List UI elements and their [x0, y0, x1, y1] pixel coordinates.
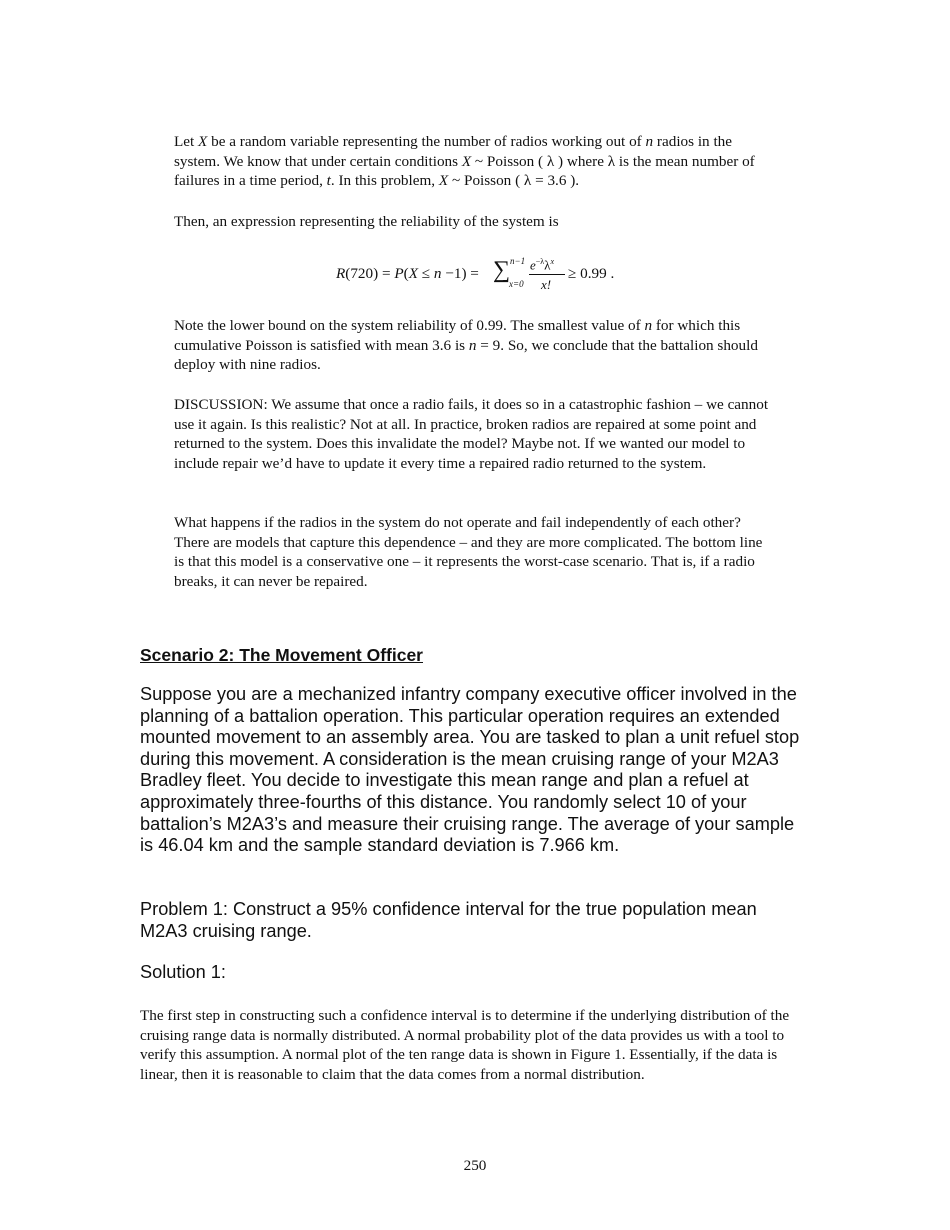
paragraph-independence: What happens if the radios in the system do not operate and fail independently of each other? There are models that capture this dependence – and they are more complicated. The bottom line is that this model is a conservative one – it represents the worst-case scenario. That is, if a radio breaks, it can never be repaired.: [174, 514, 763, 590]
paragraph-poisson-definition: Let X be a random variable representing the number of radios working out of n radios in the system. We know that under certain conditions X ~ Poisson ( λ ) where λ is the mean number of failures in a time period, t. In this problem, X ~ Poisson ( λ = 3.6 ).: [174, 133, 755, 190]
paragraph-solution: The first step in constructing such a confidence interval is to determine if the underlying distribution of the cruising range data is normally distributed. A normal probability plot of the data provides us with a tool to verify this assumption. A normal plot of the ten range data is shown in Figure 1. Essentially, if the data is linear, then it is reasonable to claim that the data comes from a normal distribution.: [140, 1007, 790, 1083]
reliability-equation: R(720) = P(X ≤ n −1) = ∑ n−1 x=0 $e^{-\lambda}\lambda^x$ x! ≥ 0.99 .: [336, 256, 615, 292]
page-number: 250: [463, 1157, 487, 1174]
paragraph-discussion: DISCUSSION: We assume that once a radio fails, it does so in a catastrophic fashion – we cannot use it again. Is this realistic? Not at all. In practice, broken radios are repaired at some point and returned to the system. Does this invalidate the model? Maybe not. If we wanted our model to include repair we’d have to update it every time a repaired radio returned to the system.: [174, 396, 769, 472]
fraction-bar: [529, 274, 565, 275]
summation-sign: ∑: [493, 257, 511, 283]
paragraph-reliability-intro: Then, an expression representing the reliability of the system is: [174, 213, 559, 230]
paragraph-problem: Problem 1: Construct a 95% confidence interval for the true population mean M2A3 cruising range.: [140, 899, 757, 941]
paragraph-scenario: Suppose you are a mechanized infantry company executive officer involved in the planning of a battalion operation. This particular operation requires an extended mounted movement to an assembly area. You are tasked to plan a unit refuel stop during this movement. A consideration is the mean cruising range of your M2A3 Bradley fleet. You decide to investigate this mean range and plan a refuel at approximately three-fourths of this distance. You randomly select 10 of your battalion’s M2A3’s and measure their cruising range. The average of your sample is 46.04 km and the sample standard deviation is 7.966 km.: [140, 684, 800, 856]
solution-label: Solution 1:: [140, 962, 226, 982]
paragraph-lower-bound: Note the lower bound on the system reliability of 0.99. The smallest value of n for which this cumulative Poisson is satisfied with mean 3.6 is n = 9. So, we conclude that the battalion should deploy with nine radios.: [174, 317, 758, 374]
section-heading: Scenario 2: The Movement Officer: [140, 645, 423, 665]
